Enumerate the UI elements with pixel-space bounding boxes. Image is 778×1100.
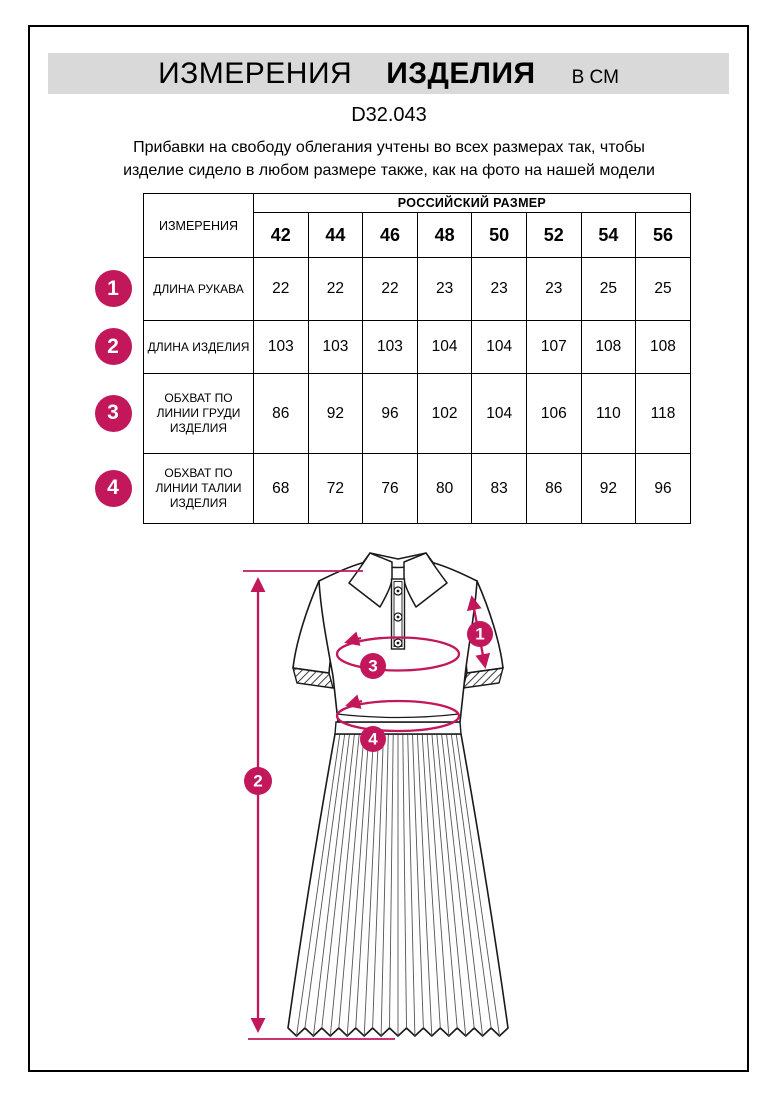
- row-marker-2: 2: [95, 328, 132, 365]
- size-col-header-42: 42: [254, 213, 309, 258]
- button: [394, 639, 402, 647]
- diagram-marker-3: [360, 653, 386, 679]
- title-band: [48, 53, 729, 94]
- value-cell: 110: [581, 374, 636, 454]
- value-cell: 23: [472, 258, 527, 321]
- value-cell: 92: [581, 454, 636, 524]
- value-cell: 23: [417, 258, 472, 321]
- row-label: ДЛИНА РУКАВА: [144, 258, 254, 321]
- row-marker-4: 4: [95, 470, 132, 507]
- product-code: D32.043: [351, 104, 427, 126]
- svg-text:3: 3: [368, 656, 378, 676]
- value-cell: 107: [526, 321, 581, 374]
- size-table-body: [144, 258, 691, 524]
- size-col-header-56: 56: [636, 213, 691, 258]
- button: [394, 587, 402, 595]
- value-cell: 96: [363, 374, 418, 454]
- value-cell: 86: [526, 454, 581, 524]
- table-row: [144, 321, 691, 374]
- waistband: [335, 722, 461, 734]
- row-label: ОБХВАТ ПО ЛИНИИ ТАЛИИ ИЗДЕЛИЯ: [144, 454, 254, 524]
- value-cell: 92: [308, 374, 363, 454]
- dress-diagram: [235, 550, 525, 1070]
- size-col-header-50: 50: [472, 213, 527, 258]
- title-unit: В СМ: [571, 67, 619, 88]
- value-cell: 103: [254, 321, 309, 374]
- size-table: [143, 193, 691, 524]
- measure-col-header: ИЗМЕРЕНИЯ: [144, 194, 254, 258]
- value-cell: 22: [254, 258, 309, 321]
- button: [394, 613, 402, 621]
- value-cell: 25: [581, 258, 636, 321]
- row-marker-1: 1: [95, 270, 132, 307]
- value-cell: 22: [363, 258, 418, 321]
- size-table-head: [144, 194, 691, 258]
- value-cell: 103: [363, 321, 418, 374]
- value-cell: 96: [636, 454, 691, 524]
- size-col-header-44: 44: [308, 213, 363, 258]
- table-row: [144, 454, 691, 524]
- value-cell: 108: [581, 321, 636, 374]
- value-cell: 68: [254, 454, 309, 524]
- value-cell: 104: [472, 321, 527, 374]
- value-cell: 76: [363, 454, 418, 524]
- value-cell: 106: [526, 374, 581, 454]
- value-cell: 23: [526, 258, 581, 321]
- svg-text:4: 4: [368, 729, 378, 749]
- fit-note-line2: изделие сидело в любом размере также, как на фото на нашей модели: [123, 162, 655, 179]
- size-group-header: РОССИЙСКИЙ РАЗМЕР: [254, 194, 691, 213]
- value-cell: 102: [417, 374, 472, 454]
- value-cell: 103: [308, 321, 363, 374]
- diagram-marker-1: [467, 621, 493, 647]
- diagram-marker-4: [360, 726, 386, 752]
- row-label: ОБХВАТ ПО ЛИНИИ ГРУДИ ИЗДЕЛИЯ: [144, 374, 254, 454]
- pleated-skirt: [288, 734, 508, 1036]
- value-cell: 108: [636, 321, 691, 374]
- value-cell: 72: [308, 454, 363, 524]
- value-cell: 80: [417, 454, 472, 524]
- fit-note-line1: Прибавки на свободу облегания учтены во всех размерах так, чтобы: [133, 139, 645, 156]
- dress-svg: [235, 550, 525, 1070]
- diagram-marker-2: [244, 767, 272, 795]
- table-row: [144, 374, 691, 454]
- table-row: [144, 258, 691, 321]
- value-cell: 86: [254, 374, 309, 454]
- title-measurements: ИЗМЕРЕНИЯ: [158, 57, 353, 90]
- svg-text:1: 1: [475, 624, 485, 644]
- value-cell: 25: [636, 258, 691, 321]
- size-col-header-46: 46: [363, 213, 418, 258]
- fit-note: [0, 136, 778, 182]
- value-cell: 104: [417, 321, 472, 374]
- value-cell: 104: [472, 374, 527, 454]
- row-marker-3: 3: [95, 395, 132, 432]
- row-label: ДЛИНА ИЗДЕЛИЯ: [144, 321, 254, 374]
- value-cell: 83: [472, 454, 527, 524]
- size-col-header-48: 48: [417, 213, 472, 258]
- title-product: ИЗДЕЛИЯ: [386, 57, 536, 90]
- value-cell: 22: [308, 258, 363, 321]
- svg-text:2: 2: [253, 771, 263, 791]
- size-col-header-54: 54: [581, 213, 636, 258]
- size-col-header-52: 52: [526, 213, 581, 258]
- value-cell: 118: [636, 374, 691, 454]
